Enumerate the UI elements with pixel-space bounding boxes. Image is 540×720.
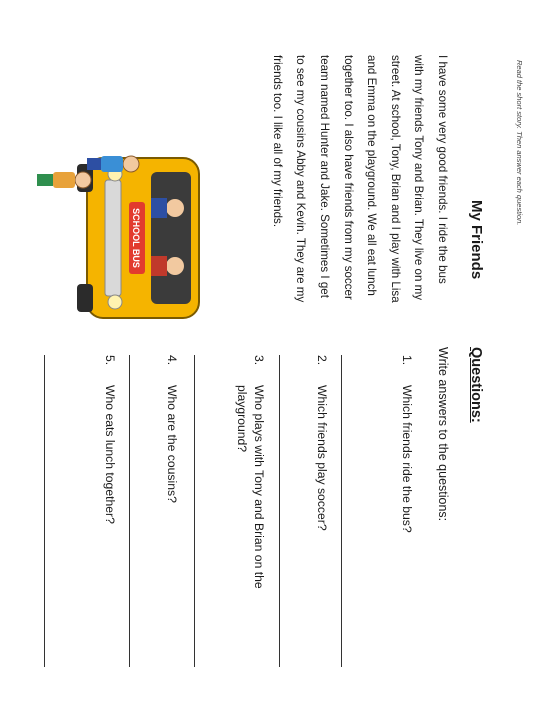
- child-head: [123, 156, 139, 172]
- child-pants: [87, 158, 101, 170]
- answer-line-1[interactable]: [341, 355, 342, 667]
- question-number: 2.: [315, 355, 329, 366]
- question-number: 5.: [103, 355, 117, 366]
- driver-head: [166, 199, 184, 217]
- question-text: Which friends ride the bus?: [400, 385, 414, 533]
- question-text: Who plays with Tony and Brian on the: [252, 385, 266, 589]
- bus-grille: [105, 180, 121, 296]
- question-number: 3.: [252, 355, 266, 366]
- child-head: [166, 257, 184, 275]
- questions-heading: Questions:: [468, 347, 484, 423]
- child-body: [151, 256, 167, 276]
- driver-body: [151, 198, 167, 218]
- children-illustration: [25, 150, 145, 196]
- question-text: Who are the cousins?: [165, 385, 179, 503]
- question-text: Who eats lunch together?: [103, 385, 117, 524]
- story-line: street. At school, Tony, Brian and I play with Lisa: [388, 55, 402, 303]
- story-line: I have some very good friends. I ride the bus: [436, 55, 449, 284]
- question-number: 1.: [400, 355, 414, 366]
- question-text: Which friends play soccer?: [315, 385, 329, 531]
- bus-wheel-right: [77, 284, 93, 312]
- instruction-text: Read the short story. Then answer each question.: [515, 60, 524, 226]
- story-line: to see my cousins Abby and Kevin. They are my: [294, 55, 308, 303]
- story-line: together too. I also have friends from my soccer: [341, 55, 355, 300]
- story-line: friends too. I like all of my friends.: [270, 55, 284, 228]
- story-line: and Emma on the playground. We all eat lunch: [365, 55, 379, 296]
- bus-windshield: [151, 172, 191, 304]
- answer-line-3[interactable]: [194, 355, 195, 667]
- child-shirt: [53, 172, 75, 188]
- answer-line-2[interactable]: [279, 355, 280, 667]
- bus-headlight-right: [108, 295, 122, 309]
- question-number: 4.: [165, 355, 179, 366]
- story-line: team named Hunter and Jake. Sometimes I get: [318, 55, 332, 298]
- question-text: playground?: [235, 385, 249, 453]
- story-title: My Friends: [468, 200, 485, 280]
- answer-line-5[interactable]: [44, 355, 45, 667]
- child-shirt: [101, 156, 123, 172]
- bus-sign-text: SCHOOL BUS: [131, 208, 141, 268]
- answer-line-4[interactable]: [129, 355, 130, 667]
- child-head: [75, 172, 91, 188]
- questions-intro: Write answers to the questions:: [436, 347, 450, 522]
- story-text: [265, 55, 454, 323]
- child-pants: [37, 174, 53, 186]
- story-line: with my friends Tony and Brian. They live on my: [412, 55, 426, 301]
